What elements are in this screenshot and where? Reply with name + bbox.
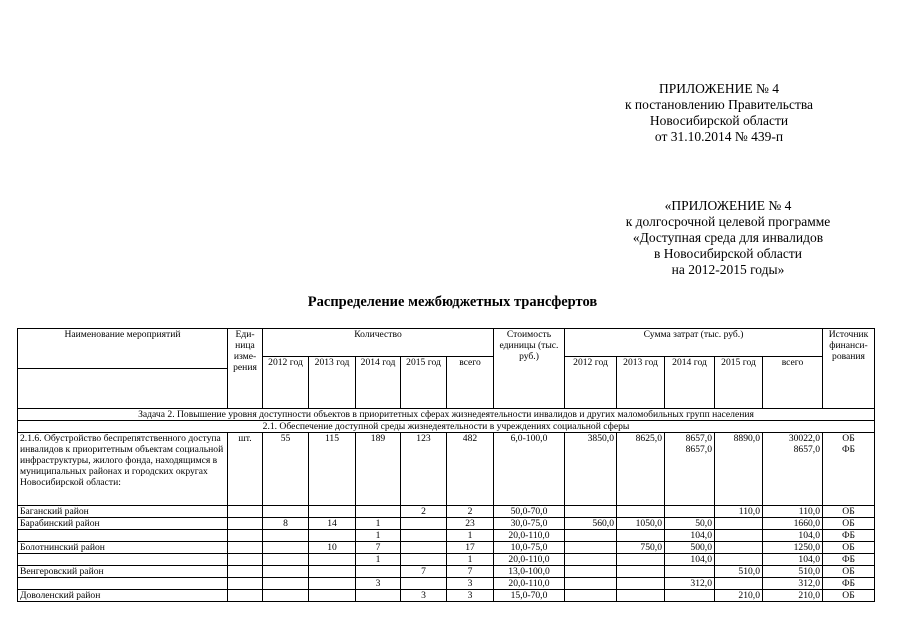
cell-unit	[228, 530, 263, 542]
col-header-unit: Еди-ница изме-рения	[228, 329, 263, 409]
col-header-qty-2012: 2012 год	[263, 357, 309, 409]
cell-qty-total: 17	[447, 542, 494, 554]
cell-sum-2012	[565, 542, 617, 554]
cell-sum-2012	[565, 506, 617, 518]
cell-sum-2015: 110,0	[715, 506, 763, 518]
cell-qty-2012	[263, 530, 309, 542]
cell-qty-2012	[263, 566, 309, 578]
table-row	[18, 518, 875, 530]
cell-sum-2012	[565, 554, 617, 566]
cell-sum-total: 210,0	[763, 590, 823, 602]
header-line: Новосибирской области	[649, 113, 789, 128]
cell-sum-2014	[665, 506, 715, 518]
cell-source: ФБ	[823, 530, 875, 542]
cell-sum-2014-fb: 8657,0	[685, 444, 712, 455]
header-line: от 31.10.2014 № 439-п	[654, 129, 784, 144]
cell-sum-total: 1660,0	[763, 518, 823, 530]
col-header-qty-2014: 2014 год	[356, 357, 401, 409]
cell-sum-2014: 50,0	[665, 518, 715, 530]
cell-source: ОБ	[823, 518, 875, 530]
cell-qty-2014: 1	[356, 518, 401, 530]
cell-sum-2013	[617, 506, 665, 518]
cell-qty-total: 3	[447, 590, 494, 602]
cell-sum-total: 104,0	[763, 554, 823, 566]
col-header-sum-2015: 2015 год	[715, 357, 763, 409]
cell-qty-2014	[356, 590, 401, 602]
cell-sum-2015	[715, 578, 763, 590]
cell-qty-2013: 10	[309, 542, 356, 554]
cell-qty-2015	[401, 518, 447, 530]
cell-qty-2014: 189	[356, 433, 401, 506]
cell-sum-2013: 1050,0	[617, 518, 665, 530]
cell-unit	[228, 554, 263, 566]
col-header-unit-cost: Стоимость единицы (тыс. руб.)	[494, 329, 565, 409]
header-line: в Новосибирской области	[653, 246, 803, 261]
cell-qty-2014: 7	[356, 542, 401, 554]
cell-sum-2015: 8890,0	[715, 433, 763, 506]
header-line: «ПРИЛОЖЕНИЕ № 4	[664, 198, 792, 213]
cell-sum-2013	[617, 530, 665, 542]
cell-qty-total: 1	[447, 554, 494, 566]
cell-source: ОБ	[823, 566, 875, 578]
task-row: Задача 2. Повышение уровня доступности объектов в приоритетных сферах жизнедеятельности инвалидов и других маломобильных групп населения	[18, 409, 875, 421]
cell-qty-2014: 1	[356, 530, 401, 542]
cell-source: ФБ	[823, 578, 875, 590]
cell-sum-2012	[565, 578, 617, 590]
cell-qty-2012	[263, 554, 309, 566]
col-header-cost-sum: Сумма затрат (тыс. руб.)	[565, 329, 823, 357]
transfers-table	[17, 328, 875, 602]
table-row	[18, 506, 875, 518]
cell-qty-total: 23	[447, 518, 494, 530]
cell-district-name	[18, 578, 228, 590]
cell-sum-2014: 312,0	[665, 578, 715, 590]
table-row	[18, 566, 875, 578]
cell-qty-total: 7	[447, 566, 494, 578]
cell-sum-2012	[565, 590, 617, 602]
section-row: 2.1. Обеспечение доступной среды жизнедеятельности в учреждениях социальной сферы	[18, 421, 875, 433]
cell-qty-2013: 115	[309, 433, 356, 506]
cell-qty-2015: 3	[401, 590, 447, 602]
table-row	[18, 578, 875, 590]
cell-sum-2015	[715, 542, 763, 554]
cell-sum-2012: 3850,0	[565, 433, 617, 506]
cell-sum-2014: 104,0	[665, 554, 715, 566]
col-header-sum-total: всего	[763, 357, 823, 409]
cell-sum-total: 510,0	[763, 566, 823, 578]
cell-unit	[228, 590, 263, 602]
cell-sum-total: 312,0	[763, 578, 823, 590]
cell-unit	[228, 566, 263, 578]
header-empty-cell	[18, 369, 228, 409]
cell-unit	[228, 578, 263, 590]
cell-unit-cost: 10,0-75,0	[494, 542, 565, 554]
cell-source-ob: ОБ	[842, 433, 855, 444]
cell-unit	[228, 506, 263, 518]
cell-sum-2013	[617, 566, 665, 578]
cell-sum-2012	[565, 530, 617, 542]
document-title: Распределение межбюджетных трансфертов	[307, 294, 598, 310]
cell-qty-2012: 55	[263, 433, 309, 506]
cell-district-name: Барабинский район	[18, 518, 228, 530]
cell-unit-cost: 30,0-75,0	[494, 518, 565, 530]
cell-qty-2015: 7	[401, 566, 447, 578]
cell-sum-2014	[665, 566, 715, 578]
cell-qty-2012	[263, 506, 309, 518]
header-line: к долгосрочной целевой программе	[625, 214, 831, 229]
district-rows	[18, 506, 875, 602]
cell-sum-2013: 750,0	[617, 542, 665, 554]
cell-qty-total: 2	[447, 506, 494, 518]
col-header-quantity: Количество	[263, 329, 494, 357]
cell-district-name: Болотнинский район	[18, 542, 228, 554]
main-activity-name: 2.1.6. Обустройство беспрепятственного доступа инвалидов к приоритетным объектам социальной инфраструктуры, жилого фонда, находящимся в муниципальных районах и городских округах Новосибирской области:	[18, 433, 228, 506]
cell-sum-2015: 210,0	[715, 590, 763, 602]
cell-sum-total-fb: 8657,0	[793, 444, 820, 455]
cell-unit: шт.	[228, 433, 263, 506]
cell-source	[823, 433, 875, 506]
col-header-qty-2015: 2015 год	[401, 357, 447, 409]
cell-qty-2015	[401, 542, 447, 554]
cell-district-name: Доволенский район	[18, 590, 228, 602]
cell-qty-total: 3	[447, 578, 494, 590]
cell-source-fb: ФБ	[841, 444, 856, 455]
header-line: «Доступная среда для инвалидов	[632, 230, 824, 245]
cell-qty-2012	[263, 578, 309, 590]
table-row	[18, 554, 875, 566]
cell-sum-2012	[565, 566, 617, 578]
cell-qty-2012	[263, 542, 309, 554]
cell-qty-2013	[309, 578, 356, 590]
cell-sum-2013: 8625,0	[617, 433, 665, 506]
cell-source: ФБ	[823, 554, 875, 566]
cell-district-name	[18, 554, 228, 566]
cell-sum-2012: 560,0	[565, 518, 617, 530]
cell-district-name: Венгеровский район	[18, 566, 228, 578]
cell-unit	[228, 518, 263, 530]
table-row	[18, 542, 875, 554]
cell-sum-2014	[665, 433, 715, 506]
cell-sum-2015: 510,0	[715, 566, 763, 578]
cell-qty-2015	[401, 554, 447, 566]
cell-sum-total: 110,0	[763, 506, 823, 518]
cell-qty-2015	[401, 530, 447, 542]
cell-qty-2015	[401, 578, 447, 590]
cell-qty-2015: 123	[401, 433, 447, 506]
cell-qty-2014	[356, 566, 401, 578]
col-header-qty-2013: 2013 год	[309, 357, 356, 409]
cell-sum-2014-ob: 8657,0	[685, 433, 712, 444]
col-header-sum-2013: 2013 год	[617, 357, 665, 409]
cell-qty-2014	[356, 506, 401, 518]
col-header-funding-source: Источник финанси-рования	[823, 329, 875, 409]
col-header-name: Наименование мероприятий	[18, 329, 228, 369]
cell-sum-2013	[617, 590, 665, 602]
cell-sum-total: 104,0	[763, 530, 823, 542]
cell-source: ОБ	[823, 506, 875, 518]
cell-qty-2012: 8	[263, 518, 309, 530]
cell-unit-cost: 13,0-100,0	[494, 566, 565, 578]
cell-qty-2013	[309, 530, 356, 542]
cell-sum-total: 1250,0	[763, 542, 823, 554]
cell-qty-2012	[263, 590, 309, 602]
cell-unit-cost: 20,0-110,0	[494, 530, 565, 542]
cell-sum-total	[763, 433, 823, 506]
cell-sum-2015	[715, 518, 763, 530]
cell-unit-cost: 15,0-70,0	[494, 590, 565, 602]
cell-district-name	[18, 530, 228, 542]
cell-qty-2014: 1	[356, 554, 401, 566]
cell-qty-2015: 2	[401, 506, 447, 518]
cell-qty-total: 1	[447, 530, 494, 542]
cell-sum-2014: 104,0	[665, 530, 715, 542]
header-line: ПРИЛОЖЕНИЕ № 4	[658, 81, 780, 96]
cell-qty-2013: 14	[309, 518, 356, 530]
cell-sum-2014	[665, 590, 715, 602]
cell-sum-2013	[617, 554, 665, 566]
cell-source: ОБ	[823, 542, 875, 554]
cell-qty-total: 482	[447, 433, 494, 506]
program-appendix-header	[598, 198, 858, 278]
cell-district-name: Баганский район	[18, 506, 228, 518]
header-line: к постановлению Правительства	[624, 97, 814, 112]
cell-sum-2014: 500,0	[665, 542, 715, 554]
cell-unit-cost: 20,0-110,0	[494, 578, 565, 590]
cell-qty-2013	[309, 506, 356, 518]
col-header-sum-2014: 2014 год	[665, 357, 715, 409]
cell-unit-cost: 20,0-110,0	[494, 554, 565, 566]
cell-unit-cost: 50,0-70,0	[494, 506, 565, 518]
col-header-sum-2012: 2012 год	[565, 357, 617, 409]
cell-qty-2013	[309, 590, 356, 602]
table-row	[18, 590, 875, 602]
cell-source: ОБ	[823, 590, 875, 602]
header-line: на 2012-2015 годы»	[671, 262, 785, 277]
resolution-appendix-header	[600, 81, 838, 145]
table-row	[18, 530, 875, 542]
cell-qty-2013	[309, 554, 356, 566]
cell-sum-2013	[617, 578, 665, 590]
col-header-qty-total: всего	[447, 357, 494, 409]
cell-qty-2014: 3	[356, 578, 401, 590]
cell-sum-2015	[715, 530, 763, 542]
cell-qty-2013	[309, 566, 356, 578]
cell-sum-2015	[715, 554, 763, 566]
cell-unit-cost: 6,0-100,0	[494, 433, 565, 506]
cell-sum-total-ob: 30022,0	[788, 433, 820, 444]
cell-unit	[228, 542, 263, 554]
